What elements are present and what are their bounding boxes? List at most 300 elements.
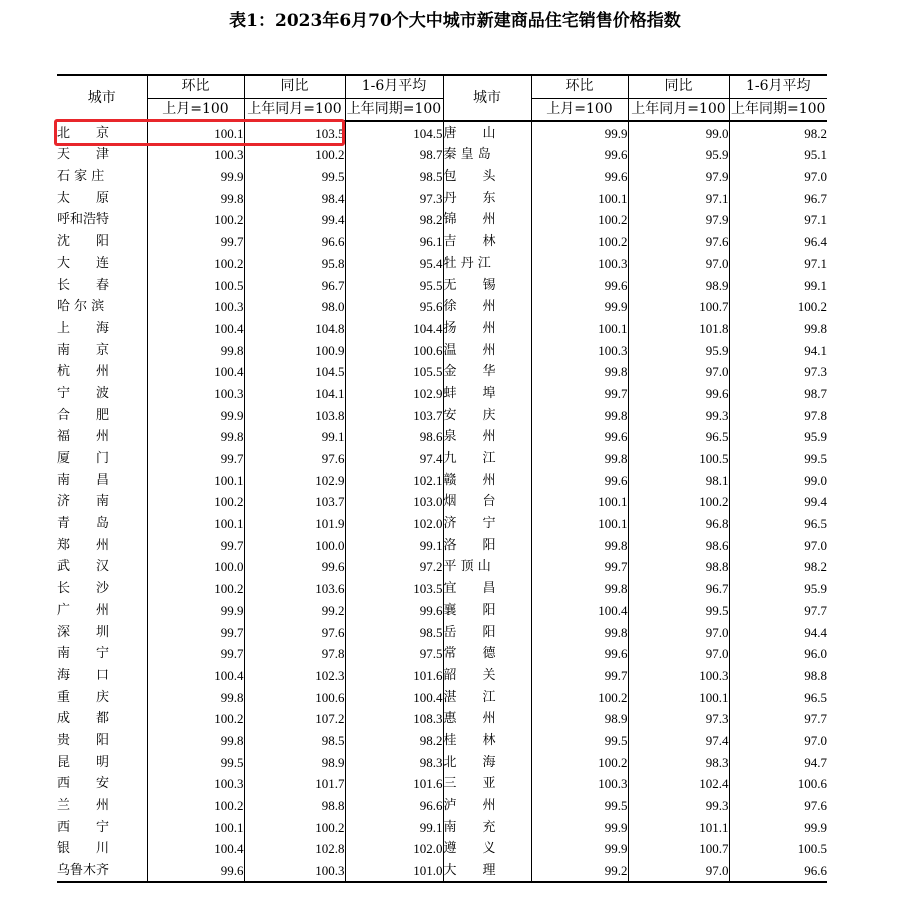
table-row <box>57 209 827 231</box>
cell-yoy-left: 98.8 <box>244 795 345 817</box>
table-row <box>57 231 827 253</box>
cell-mom-left: 99.7 <box>147 534 244 556</box>
cell-yoy-right: 97.0 <box>628 860 729 883</box>
header-city-left: 城市 <box>57 75 147 121</box>
cell-mom-left: 100.2 <box>147 578 244 600</box>
cell-city-left: 兰 州 <box>57 798 110 814</box>
cell-city-right: 包 头 <box>443 166 531 188</box>
cell-avg-right: 99.9 <box>729 816 827 838</box>
table-row <box>57 339 827 361</box>
cell-city-left: 成 都 <box>57 711 110 727</box>
cell-city-right: 赣 州 <box>443 469 531 491</box>
cell-city-left: 宁 波 <box>57 385 110 401</box>
cell-city-right: 唐 山 <box>443 121 531 144</box>
cell-avg-left: 98.3 <box>345 751 443 773</box>
cell-yoy-right: 99.3 <box>628 404 729 426</box>
table-row <box>57 730 827 752</box>
cell-city-right: 九 江 <box>443 448 531 470</box>
cell-mom-left: 99.8 <box>147 187 244 209</box>
header-row-bottom <box>57 98 827 121</box>
header-avg-left: 1-6月平均 <box>345 75 443 98</box>
cell-yoy-right: 97.9 <box>628 209 729 231</box>
cell-mom-right: 100.2 <box>531 751 628 773</box>
cell-yoy-left: 101.9 <box>244 513 345 535</box>
cell-mom-left: 99.7 <box>147 643 244 665</box>
cell-avg-left: 99.1 <box>345 816 443 838</box>
cell-city-right: 吉 林 <box>443 231 531 253</box>
cell-city-right: 洛 阳 <box>443 534 531 556</box>
cell-city-left: 长 春 <box>57 277 110 293</box>
cell-yoy-right: 99.5 <box>628 600 729 622</box>
cell-mom-right: 99.7 <box>531 665 628 687</box>
cell-yoy-right: 101.1 <box>628 816 729 838</box>
cell-mom-left: 100.3 <box>147 383 244 405</box>
cell-city-right: 常 德 <box>443 643 531 665</box>
cell-city-right: 襄 阳 <box>443 600 531 622</box>
cell-city-left: 乌鲁木齐 <box>57 860 147 883</box>
cell-yoy-left: 100.0 <box>244 534 345 556</box>
cell-yoy-right: 99.0 <box>628 121 729 144</box>
cell-avg-left: 104.4 <box>345 318 443 340</box>
cell-mom-right: 99.9 <box>531 816 628 838</box>
header-avg-base-left: 上年同期=100 <box>345 98 443 121</box>
cell-city-left: 海 口 <box>57 667 110 683</box>
cell-yoy-right: 96.5 <box>628 426 729 448</box>
table-row <box>57 491 827 513</box>
table-row <box>57 469 827 491</box>
cell-avg-left: 97.2 <box>345 556 443 578</box>
cell-yoy-right: 97.3 <box>628 708 729 730</box>
cell-avg-right: 94.1 <box>729 339 827 361</box>
cell-city-right: 桂 林 <box>443 730 531 752</box>
cell-mom-right: 99.9 <box>531 296 628 318</box>
cell-mom-right: 99.6 <box>531 469 628 491</box>
cell-mom-left: 99.9 <box>147 600 244 622</box>
cell-mom-right: 99.6 <box>531 144 628 166</box>
cell-avg-right: 96.6 <box>729 860 827 883</box>
cell-avg-left: 95.4 <box>345 253 443 275</box>
cell-yoy-left: 99.4 <box>244 209 345 231</box>
cell-yoy-right: 97.0 <box>628 361 729 383</box>
cell-avg-left: 101.6 <box>345 773 443 795</box>
cell-city-right: 安 庆 <box>443 404 531 426</box>
cell-avg-left: 98.2 <box>345 209 443 231</box>
cell-yoy-right: 95.9 <box>628 144 729 166</box>
cell-avg-right: 97.0 <box>729 730 827 752</box>
table-row <box>57 187 827 209</box>
header-mom-right: 环比 <box>531 75 628 98</box>
cell-city-left: 南 宁 <box>57 646 110 662</box>
cell-yoy-left: 100.6 <box>244 686 345 708</box>
cell-yoy-left: 103.7 <box>244 491 345 513</box>
cell-mom-right: 100.1 <box>531 513 628 535</box>
header-avg-base-right: 上年同期=100 <box>729 98 827 121</box>
cell-yoy-left: 97.6 <box>244 448 345 470</box>
cell-avg-right: 99.5 <box>729 448 827 470</box>
cell-avg-right: 97.1 <box>729 209 827 231</box>
table-row <box>57 600 827 622</box>
cell-city-right: 北 海 <box>443 751 531 773</box>
cell-yoy-right: 100.3 <box>628 665 729 687</box>
header-yoy-base-left: 上年同月=100 <box>244 98 345 121</box>
cell-mom-left: 99.7 <box>147 448 244 470</box>
cell-yoy-left: 103.5 <box>244 121 345 144</box>
cell-city-right: 遵 义 <box>443 838 531 860</box>
table-row <box>57 838 827 860</box>
table-row <box>57 578 827 600</box>
cell-yoy-left: 95.8 <box>244 253 345 275</box>
cell-city-right: 南 充 <box>443 816 531 838</box>
cell-city-left: 哈 尔 滨 <box>57 299 105 315</box>
cell-city-left: 上 海 <box>57 320 110 336</box>
cell-yoy-left: 99.5 <box>244 166 345 188</box>
cell-city-left: 郑 州 <box>57 537 110 553</box>
cell-yoy-left: 104.5 <box>244 361 345 383</box>
cell-yoy-right: 95.9 <box>628 339 729 361</box>
cell-yoy-left: 104.1 <box>244 383 345 405</box>
cell-yoy-left: 99.2 <box>244 600 345 622</box>
cell-mom-left: 99.8 <box>147 339 244 361</box>
cell-avg-left: 97.5 <box>345 643 443 665</box>
header-mom-base-left: 上月=100 <box>147 98 244 121</box>
table-row <box>57 534 827 556</box>
cell-city-right: 惠 州 <box>443 708 531 730</box>
cell-mom-right: 99.8 <box>531 404 628 426</box>
cell-mom-right: 99.8 <box>531 361 628 383</box>
cell-avg-left: 100.4 <box>345 686 443 708</box>
cell-mom-left: 100.5 <box>147 274 244 296</box>
cell-mom-right: 100.3 <box>531 253 628 275</box>
cell-avg-right: 97.6 <box>729 795 827 817</box>
cell-city-right: 温 州 <box>443 339 531 361</box>
table-row <box>57 643 827 665</box>
cell-yoy-right: 98.3 <box>628 751 729 773</box>
cell-avg-left: 104.5 <box>345 121 443 144</box>
table-row <box>57 426 827 448</box>
cell-city-right: 徐 州 <box>443 296 531 318</box>
cell-yoy-right: 100.7 <box>628 838 729 860</box>
cell-mom-left: 100.1 <box>147 469 244 491</box>
cell-yoy-right: 100.7 <box>628 296 729 318</box>
cell-avg-right: 100.5 <box>729 838 827 860</box>
table-row <box>57 383 827 405</box>
cell-yoy-left: 97.6 <box>244 621 345 643</box>
cell-yoy-right: 100.5 <box>628 448 729 470</box>
cell-mom-left: 100.4 <box>147 318 244 340</box>
cell-avg-left: 102.0 <box>345 838 443 860</box>
cell-mom-right: 100.4 <box>531 600 628 622</box>
cell-mom-right: 99.9 <box>531 838 628 860</box>
cell-yoy-left: 99.1 <box>244 426 345 448</box>
cell-city-left: 福 州 <box>57 429 110 445</box>
cell-avg-right: 100.2 <box>729 296 827 318</box>
table-row <box>57 404 827 426</box>
cell-city-right: 泉 州 <box>443 426 531 448</box>
table-row <box>57 773 827 795</box>
cell-avg-left: 100.6 <box>345 339 443 361</box>
cell-mom-right: 99.5 <box>531 730 628 752</box>
cell-mom-right: 99.8 <box>531 448 628 470</box>
cell-city-left: 武 汉 <box>57 559 110 575</box>
cell-mom-left: 100.3 <box>147 773 244 795</box>
cell-mom-left: 99.8 <box>147 686 244 708</box>
cell-city-left: 南 昌 <box>57 472 110 488</box>
cell-mom-left: 100.2 <box>147 209 244 231</box>
table-row <box>57 686 827 708</box>
cell-yoy-left: 98.9 <box>244 751 345 773</box>
table-row <box>57 556 827 578</box>
table-row <box>57 318 827 340</box>
cell-avg-right: 100.6 <box>729 773 827 795</box>
cell-avg-right: 95.9 <box>729 578 827 600</box>
cell-mom-left: 100.4 <box>147 361 244 383</box>
cell-city-left: 合 肥 <box>57 407 110 423</box>
cell-city-left: 长 沙 <box>57 581 110 597</box>
cell-avg-right: 96.4 <box>729 231 827 253</box>
cell-yoy-right: 98.8 <box>628 556 729 578</box>
cell-avg-right: 97.8 <box>729 404 827 426</box>
cell-avg-left: 96.1 <box>345 231 443 253</box>
cell-avg-right: 96.7 <box>729 187 827 209</box>
cell-mom-right: 100.2 <box>531 686 628 708</box>
cell-avg-left: 98.2 <box>345 730 443 752</box>
cell-city-left: 深 圳 <box>57 624 110 640</box>
cell-mom-left: 100.1 <box>147 513 244 535</box>
price-index-table <box>57 74 827 883</box>
cell-mom-right: 100.1 <box>531 491 628 513</box>
cell-avg-left: 95.6 <box>345 296 443 318</box>
cell-mom-right: 98.9 <box>531 708 628 730</box>
cell-yoy-left: 99.6 <box>244 556 345 578</box>
cell-avg-left: 97.4 <box>345 448 443 470</box>
cell-mom-left: 100.3 <box>147 296 244 318</box>
cell-yoy-right: 100.1 <box>628 686 729 708</box>
cell-avg-right: 97.1 <box>729 253 827 275</box>
table-row <box>57 166 827 188</box>
header-mom-base-right: 上月=100 <box>531 98 628 121</box>
cell-yoy-right: 99.3 <box>628 795 729 817</box>
cell-yoy-right: 96.8 <box>628 513 729 535</box>
cell-mom-left: 100.0 <box>147 556 244 578</box>
cell-mom-right: 99.6 <box>531 274 628 296</box>
cell-city-left: 西 安 <box>57 776 110 792</box>
cell-city-right: 三 亚 <box>443 773 531 795</box>
cell-avg-right: 98.2 <box>729 556 827 578</box>
cell-avg-right: 97.7 <box>729 600 827 622</box>
cell-yoy-left: 100.2 <box>244 144 345 166</box>
table-row <box>57 665 827 687</box>
cell-yoy-right: 97.6 <box>628 231 729 253</box>
cell-yoy-right: 97.4 <box>628 730 729 752</box>
cell-mom-right: 100.2 <box>531 231 628 253</box>
cell-yoy-left: 98.5 <box>244 730 345 752</box>
cell-mom-right: 99.5 <box>531 795 628 817</box>
table-row <box>57 448 827 470</box>
cell-city-right: 锦 州 <box>443 209 531 231</box>
cell-city-left: 沈 阳 <box>57 234 110 250</box>
cell-avg-right: 94.4 <box>729 621 827 643</box>
header-row-top <box>57 75 827 98</box>
table-row <box>57 274 827 296</box>
cell-mom-right: 100.2 <box>531 209 628 231</box>
cell-avg-left: 102.9 <box>345 383 443 405</box>
cell-mom-right: 99.6 <box>531 426 628 448</box>
table-row <box>57 513 827 535</box>
table-row <box>57 144 827 166</box>
cell-avg-left: 103.7 <box>345 404 443 426</box>
cell-mom-left: 100.4 <box>147 838 244 860</box>
header-city-right: 城市 <box>443 75 531 121</box>
cell-avg-left: 108.3 <box>345 708 443 730</box>
cell-city-right: 岳 阳 <box>443 621 531 643</box>
cell-city-left: 重 庆 <box>57 689 110 705</box>
cell-avg-right: 99.8 <box>729 318 827 340</box>
cell-mom-left: 99.7 <box>147 621 244 643</box>
cell-avg-right: 98.2 <box>729 121 827 144</box>
cell-city-right: 大 理 <box>443 860 531 883</box>
cell-city-right: 宜 昌 <box>443 578 531 600</box>
table-row <box>57 816 827 838</box>
header-mom-left: 环比 <box>147 75 244 98</box>
table-row <box>57 253 827 275</box>
cell-city-left: 大 连 <box>57 255 110 271</box>
cell-avg-left: 98.5 <box>345 166 443 188</box>
cell-mom-left: 100.2 <box>147 491 244 513</box>
cell-avg-left: 103.5 <box>345 578 443 600</box>
cell-yoy-right: 97.0 <box>628 621 729 643</box>
cell-mom-left: 100.4 <box>147 665 244 687</box>
table-row <box>57 751 827 773</box>
cell-avg-right: 96.0 <box>729 643 827 665</box>
cell-mom-left: 100.2 <box>147 708 244 730</box>
cell-city-left: 杭 州 <box>57 364 110 380</box>
cell-yoy-left: 96.7 <box>244 274 345 296</box>
cell-avg-left: 103.0 <box>345 491 443 513</box>
cell-mom-right: 99.8 <box>531 578 628 600</box>
cell-yoy-right: 99.6 <box>628 383 729 405</box>
cell-yoy-left: 100.2 <box>244 816 345 838</box>
table-title: 表1：2023年6月70个大中城市新建商品住宅销售价格指数 <box>229 11 681 31</box>
cell-mom-right: 99.6 <box>531 166 628 188</box>
table-row <box>57 860 827 883</box>
cell-avg-left: 102.1 <box>345 469 443 491</box>
cell-avg-right: 94.7 <box>729 751 827 773</box>
cell-city-right: 金 华 <box>443 361 531 383</box>
table-row <box>57 361 827 383</box>
cell-city-left: 青 岛 <box>57 516 110 532</box>
cell-yoy-right: 101.8 <box>628 318 729 340</box>
cell-yoy-left: 104.8 <box>244 318 345 340</box>
cell-avg-right: 98.8 <box>729 665 827 687</box>
cell-mom-right: 99.2 <box>531 860 628 883</box>
cell-city-right: 秦 皇 岛 <box>443 144 531 166</box>
cell-yoy-left: 101.7 <box>244 773 345 795</box>
cell-avg-right: 97.3 <box>729 361 827 383</box>
cell-city-right: 韶 关 <box>443 665 531 687</box>
table-row <box>57 621 827 643</box>
cell-avg-left: 101.6 <box>345 665 443 687</box>
cell-mom-right: 99.7 <box>531 383 628 405</box>
cell-yoy-left: 102.3 <box>244 665 345 687</box>
cell-avg-right: 97.7 <box>729 708 827 730</box>
cell-mom-right: 100.1 <box>531 318 628 340</box>
cell-avg-left: 98.5 <box>345 621 443 643</box>
cell-avg-right: 97.0 <box>729 166 827 188</box>
cell-mom-left: 99.9 <box>147 166 244 188</box>
cell-city-left: 石 家 庄 <box>57 169 105 185</box>
cell-mom-left: 99.5 <box>147 751 244 773</box>
cell-avg-right: 95.9 <box>729 426 827 448</box>
cell-yoy-left: 102.8 <box>244 838 345 860</box>
table-body <box>57 121 827 882</box>
cell-yoy-left: 103.6 <box>244 578 345 600</box>
cell-mom-right: 99.8 <box>531 621 628 643</box>
cell-mom-left: 100.1 <box>147 816 244 838</box>
cell-yoy-right: 97.0 <box>628 643 729 665</box>
cell-avg-left: 97.3 <box>345 187 443 209</box>
cell-avg-left: 96.6 <box>345 795 443 817</box>
cell-city-right: 无 锡 <box>443 274 531 296</box>
cell-yoy-left: 100.3 <box>244 860 345 883</box>
cell-yoy-right: 97.1 <box>628 187 729 209</box>
cell-city-right: 湛 江 <box>443 686 531 708</box>
cell-yoy-right: 97.0 <box>628 253 729 275</box>
cell-avg-right: 99.1 <box>729 274 827 296</box>
cell-city-left: 昆 明 <box>57 754 110 770</box>
cell-city-left: 太 原 <box>57 190 110 206</box>
cell-yoy-left: 97.8 <box>244 643 345 665</box>
cell-yoy-right: 100.2 <box>628 491 729 513</box>
cell-avg-left: 101.0 <box>345 860 443 883</box>
cell-avg-right: 97.0 <box>729 534 827 556</box>
cell-city-right: 扬 州 <box>443 318 531 340</box>
cell-city-left: 呼和浩特 <box>57 212 110 228</box>
cell-mom-left: 99.7 <box>147 231 244 253</box>
cell-yoy-left: 96.6 <box>244 231 345 253</box>
cell-yoy-left: 100.9 <box>244 339 345 361</box>
cell-city-left: 广 州 <box>57 602 110 618</box>
table-row <box>57 296 827 318</box>
cell-mom-right: 99.7 <box>531 556 628 578</box>
header-yoy-right: 同比 <box>628 75 729 98</box>
cell-mom-left: 100.2 <box>147 253 244 275</box>
cell-yoy-left: 98.0 <box>244 296 345 318</box>
cell-avg-right: 95.1 <box>729 144 827 166</box>
cell-city-right: 济 宁 <box>443 513 531 535</box>
cell-city-right: 烟 台 <box>443 491 531 513</box>
cell-yoy-left: 103.8 <box>244 404 345 426</box>
cell-city-left: 济 南 <box>57 494 110 510</box>
cell-mom-right: 99.9 <box>531 121 628 144</box>
cell-yoy-left: 102.9 <box>244 469 345 491</box>
header-yoy-left: 同比 <box>244 75 345 98</box>
cell-avg-left: 98.7 <box>345 144 443 166</box>
table-row <box>57 795 827 817</box>
cell-mom-right: 100.1 <box>531 187 628 209</box>
cell-mom-right: 100.3 <box>531 773 628 795</box>
cell-mom-left: 100.1 <box>147 121 244 144</box>
cell-avg-left: 98.6 <box>345 426 443 448</box>
cell-city-right: 泸 州 <box>443 795 531 817</box>
cell-mom-left: 99.6 <box>147 860 244 883</box>
cell-city-left: 北 京 <box>57 125 110 141</box>
cell-mom-left: 100.2 <box>147 795 244 817</box>
header-avg-right: 1-6月平均 <box>729 75 827 98</box>
cell-mom-left: 100.3 <box>147 144 244 166</box>
table-row <box>57 708 827 730</box>
cell-mom-right: 99.8 <box>531 534 628 556</box>
cell-avg-right: 99.0 <box>729 469 827 491</box>
